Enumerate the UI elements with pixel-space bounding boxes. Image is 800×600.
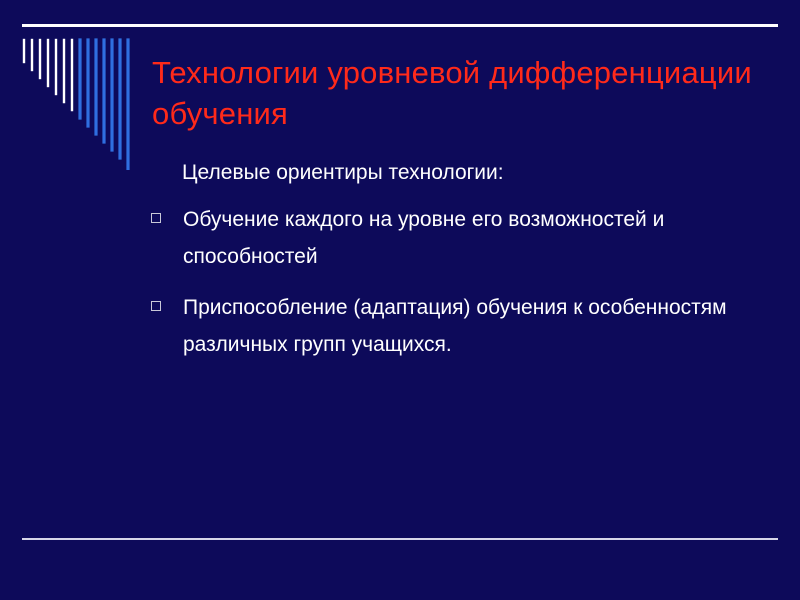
bullet-item-2 bbox=[150, 289, 760, 363]
slide-title: Технологии уровневой дифференциации обучения bbox=[152, 55, 752, 131]
hollow-square-bullet-icon bbox=[151, 213, 161, 223]
vertical-stripe-decoration bbox=[0, 0, 140, 170]
bullet-text-1: Обучение каждого на уровне его возможностей и способностей bbox=[183, 208, 665, 268]
bullet-list bbox=[150, 201, 760, 377]
slide-subtitle: Целевые ориентиры технологии: bbox=[182, 161, 504, 184]
hollow-square-bullet-icon bbox=[151, 301, 161, 311]
bullet-item-1 bbox=[150, 201, 760, 275]
bullet-text-2: Приспособление (адаптация) обучения к особенностям различных групп учащихся. bbox=[183, 296, 727, 356]
bottom-divider bbox=[22, 538, 778, 540]
